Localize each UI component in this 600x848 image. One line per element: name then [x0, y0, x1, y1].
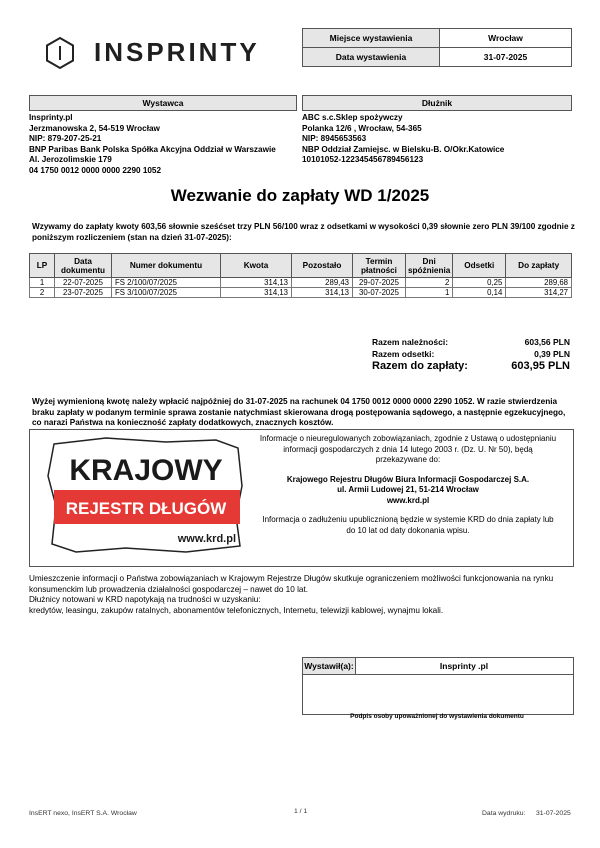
krd-info2: Informacja o zadłużeniu upublicznioną będzie w systemie KRD do dnia zapłaty lub do 10 lat od daty dokonania wpisu.	[262, 515, 554, 535]
krd-logo	[46, 436, 246, 556]
cell-doc-number: FS 2/100/07/2025	[112, 278, 221, 288]
debtor-section	[302, 95, 572, 166]
krd-org: Krajowego Rejestru Długów Biura Informacji Gospodarczej S.A.	[286, 474, 530, 484]
cell-lp: 2	[30, 288, 55, 298]
table-row	[30, 288, 572, 298]
seller-line: Insprinty.pl	[29, 113, 73, 122]
krd-text-block	[258, 434, 558, 536]
footer-print-date: 31-07-2025	[536, 810, 571, 817]
total-label: Razem do zapłaty:	[372, 360, 468, 372]
krd-logo-line2: REJESTR DŁUGÓW	[65, 499, 227, 518]
krd-logo-line1: KRAJOWY	[69, 454, 223, 487]
table-row	[30, 278, 572, 288]
debtor-line: 10101052-122345456789456123	[302, 155, 424, 165]
cell-due-date: 30-07-2025	[353, 288, 406, 298]
issuer-value: Insprinty .pl	[439, 661, 489, 671]
cell-interest: 0,25	[453, 278, 506, 288]
table-header-row	[30, 254, 572, 278]
issue-meta-table	[302, 28, 572, 67]
cell-lp: 1	[30, 278, 55, 288]
debtor-line: Polanka 12/6 , Wrocław, 54-365	[302, 123, 422, 133]
cell-days-late: 1	[406, 288, 453, 298]
payment-notice: Wyżej wymienioną kwotę należy wpłacić najpóźniej do 31-07-2025 na rachunek 04 1750 0012 0000 0000 2290 1052. W razie stwierdzenia braku zapłaty w podanym terminie sprawa zostanie natychmiast skierowana drogą postępowania sądowego, a następnie egzekucyjnego, co narazi Państwa na konieczność zapłaty dodatkowych, znacznych kosztów.	[32, 397, 566, 427]
col-days-late: Dni spóźnienia	[406, 254, 453, 278]
footer-software: InsERT nexo, InsERT S.A. Wrocław	[29, 810, 137, 817]
cell-doc-date: 22-07-2025	[55, 278, 112, 288]
total-value: 603,95 PLN	[511, 360, 570, 372]
footnote-line2: Dłużnicy notowani w KRD napotykają na trudności w uzyskaniu:	[29, 595, 261, 604]
cell-days-late: 2	[406, 278, 453, 288]
seller-section	[29, 95, 297, 177]
debtor-line: NIP: 8945653563	[302, 134, 367, 144]
signature-caption: Podpis osoby upoważnionej do wystawienia dokumentu	[350, 713, 524, 720]
place-label: Miejsce wystawienia	[303, 29, 440, 48]
seller-line: 04 1750 0012 0000 0000 2290 1052	[29, 165, 162, 175]
issuer-label: Wystawił(a):	[303, 658, 356, 674]
krd-address: ul. Armii Ludowej 21, 51-214 Wrocław	[337, 485, 479, 494]
receivables-value: 603,56 PLN	[524, 337, 570, 347]
debtor-details	[302, 113, 572, 166]
col-doc-number: Numer dokumentu	[112, 254, 221, 278]
cell-amount: 314,13	[221, 288, 292, 298]
krd-www: www.krd.pl	[386, 495, 430, 505]
interest-value: 0,39 PLN	[534, 349, 570, 359]
summary-interest	[372, 349, 570, 359]
cell-remaining: 314,13	[292, 288, 353, 298]
footnote-line1: Umieszczenie informacji o Państwa zobowiązaniach w Krajowym Rejestrze Długów skutkuje ograniczeniem możliwości funkcjonowania na rynku konsumenckim lub prowadzenia działalności gospodarczej – nawet do 10 lat.	[29, 574, 554, 594]
cell-to-pay: 289,68	[506, 278, 572, 288]
krd-info-box	[29, 429, 574, 567]
brand-name: INSPRINTY	[94, 37, 260, 67]
seller-line: Jerzmanowska 2, 54-519 Wrocław	[29, 123, 160, 133]
document-title: Wezwanie do zapłaty WD 1/2025	[170, 186, 430, 205]
seller-line: Al. Jerozolimskie 179	[29, 155, 112, 165]
signature-box	[302, 657, 574, 715]
footnote-line3: kredytów, leasingu, zakupów ratalnych, abonamentów telefonicznych, Internetu, telewizji kablowej, wynajmu lokali.	[29, 605, 444, 615]
seller-heading: Wystawca	[29, 95, 297, 111]
hexagon-logo-icon	[44, 36, 76, 70]
col-remaining: Pozostało	[292, 254, 353, 278]
summary-receivables	[372, 337, 570, 347]
cell-doc-number: FS 3/100/07/2025	[112, 288, 221, 298]
col-to-pay: Do zapłaty	[506, 254, 572, 278]
krd-logo-url: www.krd.pl	[177, 533, 236, 545]
footer-print-label: Data wydruku:	[482, 810, 526, 817]
col-amount: Kwota	[221, 254, 292, 278]
footer-page: 1 / 1	[294, 808, 308, 815]
place-value: Wrocław	[440, 29, 572, 48]
intro-text: Wzywamy do zapłaty kwoty 603,56 słownie sześćset trzy PLN 56/100 wraz z odsetkami w wysokości 0,39 słownie zero PLN 39/100 zgodnie z poniższym rozliczeniem (stan na dzień 31-07-2025):	[32, 222, 575, 242]
company-logo	[44, 36, 274, 70]
debtor-line: ABC s.c.Sklep spożywczy	[302, 113, 403, 122]
krd-consequences	[29, 574, 577, 616]
interest-label: Razem odsetki:	[372, 349, 435, 359]
col-due-date: Termin płatności	[353, 254, 406, 278]
date-label: Data wystawienia	[303, 48, 440, 67]
seller-line: BNP Paribas Bank Polska Spółka Akcyjna Oddział w Warszawie	[29, 144, 276, 154]
summary-total	[372, 360, 570, 372]
debtor-heading: Dłużnik	[302, 95, 572, 111]
settlement-table	[29, 253, 572, 298]
seller-details	[29, 113, 297, 177]
col-lp: LP	[30, 254, 55, 278]
issuer-row	[303, 658, 573, 675]
seller-line: NIP: 879-207-25-21	[29, 134, 102, 144]
cell-remaining: 289,43	[292, 278, 353, 288]
cell-doc-date: 23-07-2025	[55, 288, 112, 298]
cell-amount: 314,13	[221, 278, 292, 288]
col-doc-date: Data dokumentu	[55, 254, 112, 278]
cell-due-date: 29-07-2025	[353, 278, 406, 288]
date-value: 31-07-2025	[440, 48, 572, 67]
cell-interest: 0,14	[453, 288, 506, 298]
debtor-line: NBP Oddział Zamiejsc. w Bielsku-B. O/Okr.Katowice	[302, 144, 505, 154]
krd-info1: Informacje o nieuregulowanych zobowiązaniach, zgodnie z Ustawą o udostępnianiu informacji gospodarczych z dnia 14 lutego 2003 r. (Dz. U. Nr 50), będą przekazywane do:	[259, 434, 557, 464]
receivables-label: Razem należności:	[372, 337, 449, 347]
cell-to-pay: 314,27	[506, 288, 572, 298]
col-interest: Odsetki	[453, 254, 506, 278]
